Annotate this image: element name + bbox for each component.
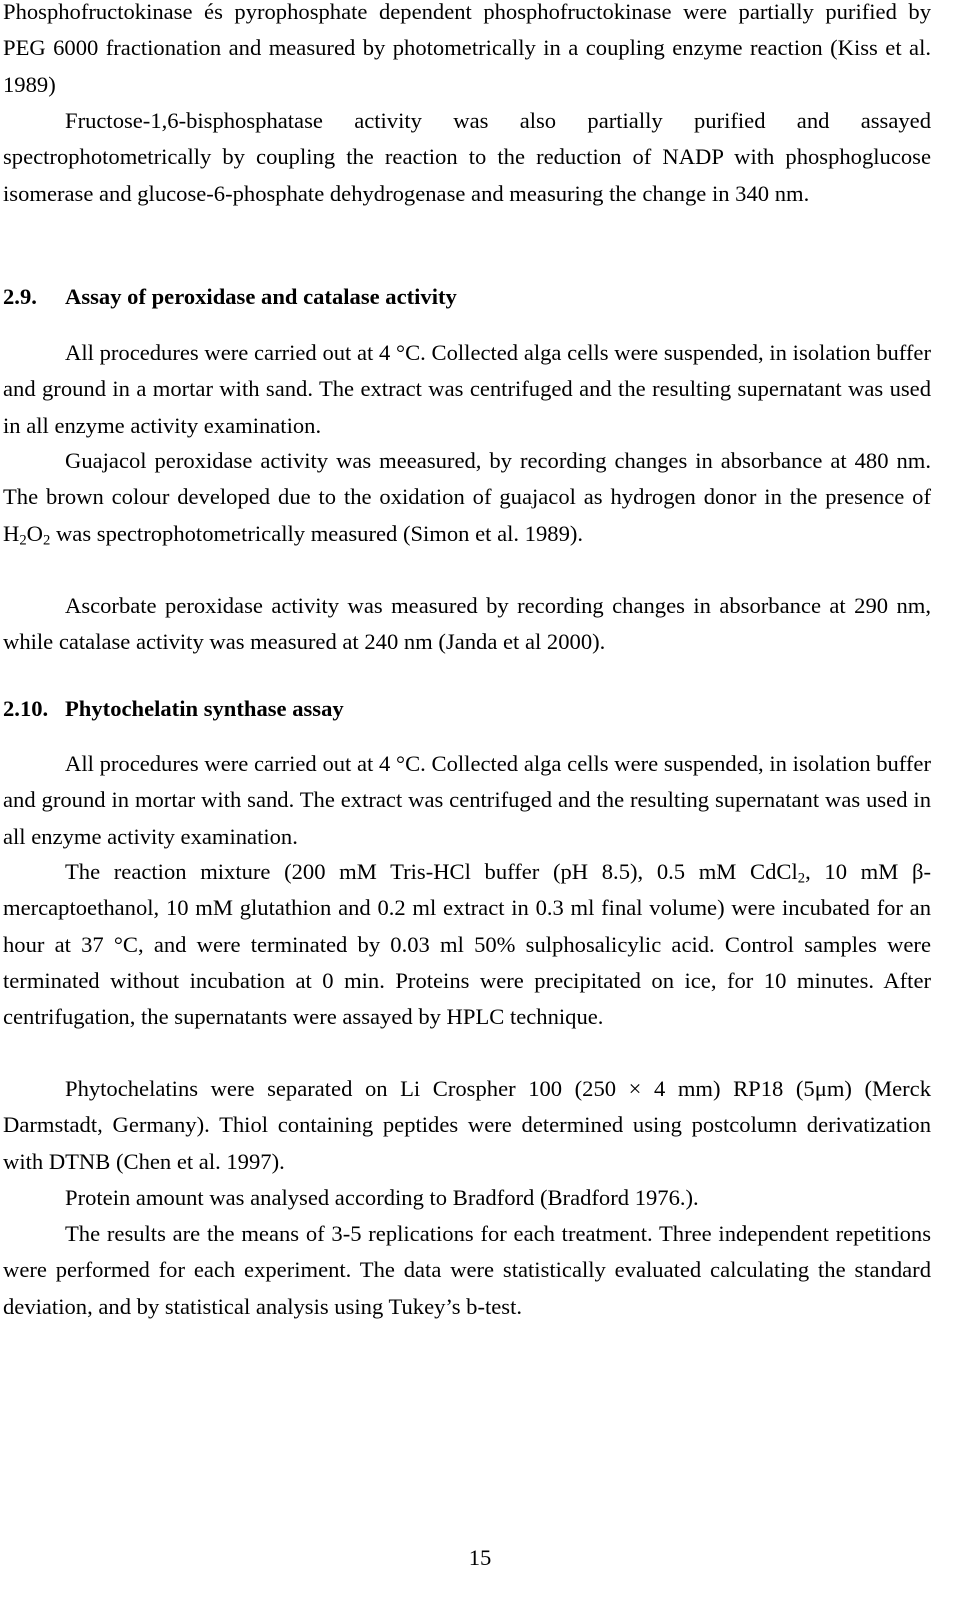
page-number: 15 [468, 1545, 492, 1570]
paragraph-text: Phytochelatins were separated on Li Crospher 100 (250 × 4 mm) RP18 (5μm) (Merck Darmstadt, Germany). Thiol containing peptides were determined using postcolumn derivatization with DTNB (Chen et al. 1997). [3, 1076, 931, 1174]
paragraph-text: The reaction mixture (200 mM Tris-HCl buffer (pH 8.5), 0.5 mM CdCl [65, 859, 798, 884]
paragraph-text: , 10 mM β-mercaptoethanol, 10 mM glutathion and 0.2 ml extract in 0.3 ml final volume) were incubated for an hour at 37 °C, and were terminated by 0.03 ml 50% sulphosalicylic acid. Control samples were terminated without incubation at 0 min. Proteins were precipitated on ice, for 10 minutes. After centrifugation, the supernatants were assayed by HPLC technique. [3, 859, 931, 1030]
subscript: 2 [19, 532, 27, 549]
paragraph-text: was spectrophotometrically measured (Simon et al. 1989). [50, 520, 584, 546]
subscript: 2 [43, 532, 51, 549]
section-number: 2.10. [3, 696, 49, 721]
paragraph-results [3, 1216, 931, 1325]
section-title: Assay of peroxidase and catalase activity [65, 284, 457, 309]
paragraph-text: Ascorbate peroxidase activity was measured by recording changes in absorbance at 290 nm, while catalase activity was measured at 240 nm (Janda et al 2000). [3, 593, 931, 655]
paragraph-text: Fructose-1,6-bisphosphatase activity was also partially purified and assayed spectrophotometrically by coupling the reaction to the reduction of NADP with phosphoglucose isomerase and glucose-6-phosphate dehydrogenase and measuring the change in 340 nm. [3, 108, 931, 206]
paragraph-pfk [3, 0, 931, 103]
paragraph-fbpase [3, 103, 931, 212]
paragraph-guajacol [3, 443, 931, 552]
paragraph-text: Phosphofructokinase és pyrophosphate dependent phosphofructokinase were partially purified by PEG 6000 fractionation and measured by photometrically in a coupling enzyme reaction (Kiss et al. 1989) [3, 0, 931, 97]
section-heading-2-9 [3, 279, 457, 315]
paragraph-text: Guajacol peroxidase activity was meeasured, by recording changes in absorbance at 480 nm. The brown colour developed due to the oxidation of guajacol as hydrogen donor in the presence of H [3, 448, 931, 546]
section-heading-2-10 [3, 691, 344, 727]
paragraph-ascorbate [3, 588, 931, 661]
paragraph-procedures-2-9 [3, 335, 931, 444]
subscript: 2 [797, 870, 806, 887]
paragraph-text: O [26, 520, 43, 546]
paragraph-reaction-mixture [3, 854, 931, 1035]
paragraph-phytochelatins [3, 1071, 931, 1180]
paragraph-protein [3, 1180, 931, 1216]
paragraph-text: The results are the means of 3-5 replications for each treatment. Three independent repetitions were performed for each experiment. The data were statistically evaluated calculating the standard deviation, and by statistical analysis using Tukey’s b-test. [3, 1221, 931, 1319]
paragraph-text: All procedures were carried out at 4 °C. Collected alga cells were suspended, in isolation buffer and ground in a mortar with sand. The extract was centrifuged and the resulting supernatant was used in all enzyme activity examination. [3, 340, 931, 438]
paragraph-text: Protein amount was analysed according to Bradford (Bradford 1976.). [65, 1185, 699, 1210]
section-number: 2.9. [3, 284, 37, 309]
section-title: Phytochelatin synthase assay [65, 696, 344, 721]
paragraph-text: All procedures were carried out at 4 °C. Collected alga cells were suspended, in isolation buffer and ground in mortar with sand. The extract was centrifuged and the resulting supernatant was used in all enzyme activity examination. [3, 751, 931, 849]
paragraph-procedures-2-10 [3, 746, 931, 855]
